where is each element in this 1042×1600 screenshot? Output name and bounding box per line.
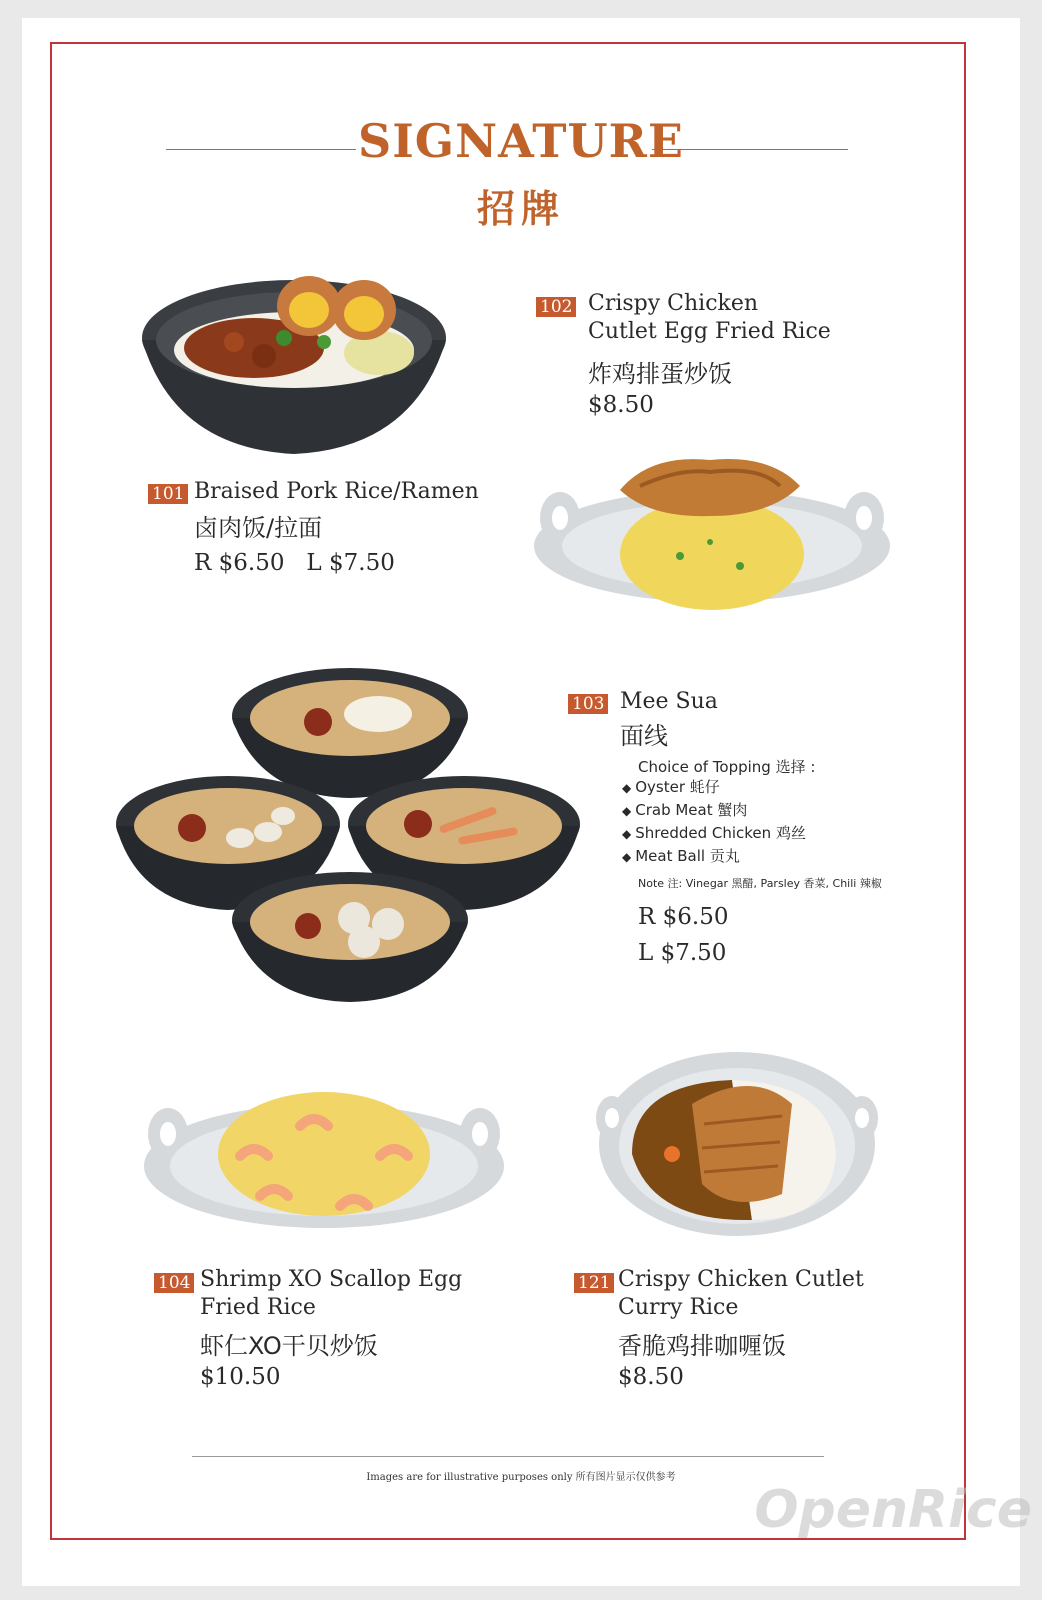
topping-heading: Choice of Topping 选择 : (638, 758, 816, 776)
item-name-103: Mee Sua (620, 689, 718, 714)
topping-item: ◆ Shredded Chicken 鸡丝 (622, 822, 806, 845)
item-code-121: 121 (574, 1273, 614, 1293)
item-code-102: 102 (536, 297, 576, 317)
item-price-103-large: L $7.50 (638, 940, 727, 966)
dish-photo-103 (118, 656, 578, 1006)
page-title: SIGNATURE (358, 114, 684, 168)
item-name-104-line1: Shrimp XO Scallop Egg (200, 1267, 463, 1292)
item-name-cn-101: 卤肉饭/拉面 (194, 514, 323, 542)
item-price-104: $10.50 (200, 1364, 281, 1390)
dish-photo-121 (592, 1044, 882, 1244)
item-name-104-line2: Fried Rice (200, 1295, 316, 1320)
topping-list (622, 776, 806, 868)
footer-divider (192, 1456, 824, 1457)
item-name-cn-102: 炸鸡排蛋炒饭 (588, 360, 732, 388)
item-price-103-regular: R $6.50 (638, 904, 729, 930)
dish-photo-101 (134, 258, 454, 468)
item-price-101: R $6.50 L $7.50 (194, 550, 395, 576)
dish-photo-102 (530, 446, 894, 626)
item-price-121: $8.50 (618, 1364, 684, 1390)
openrice-watermark: OpenRice (754, 1480, 1032, 1540)
page-title-cn: 招牌 (476, 187, 565, 231)
item-name-102-line1: Crispy Chicken (588, 291, 759, 316)
topping-item: ◆ Meat Ball 贡丸 (622, 845, 806, 868)
disclaimer-text: Images are for illustrative purposes only 所有图片显示仅供参考 (366, 1472, 676, 1483)
condiment-note: Note 注: Vinegar 黑醋, Parsley 香菜, Chili 辣椒 (638, 877, 882, 890)
item-code-104: 104 (154, 1273, 194, 1293)
item-price-102: $8.50 (588, 392, 654, 418)
item-name-121-line1: Crispy Chicken Cutlet (618, 1267, 864, 1292)
dish-photo-104 (140, 1076, 508, 1246)
item-name-cn-104: 虾仁XO干贝炒饭 (200, 1332, 378, 1360)
item-name-cn-121: 香脆鸡排咖喱饭 (618, 1332, 786, 1360)
item-name-101: Braised Pork Rice/Ramen (194, 479, 479, 504)
item-name-121-line2: Curry Rice (618, 1295, 739, 1320)
topping-item: ◆ Crab Meat 蟹肉 (622, 799, 806, 822)
topping-item: ◆ Oyster 蚝仔 (622, 776, 806, 799)
item-code-101: 101 (148, 484, 188, 504)
menu-page (22, 18, 1020, 1586)
item-name-cn-103: 面线 (620, 722, 668, 750)
item-name-102-line2: Cutlet Egg Fried Rice (588, 319, 831, 344)
item-code-103: 103 (568, 694, 608, 714)
